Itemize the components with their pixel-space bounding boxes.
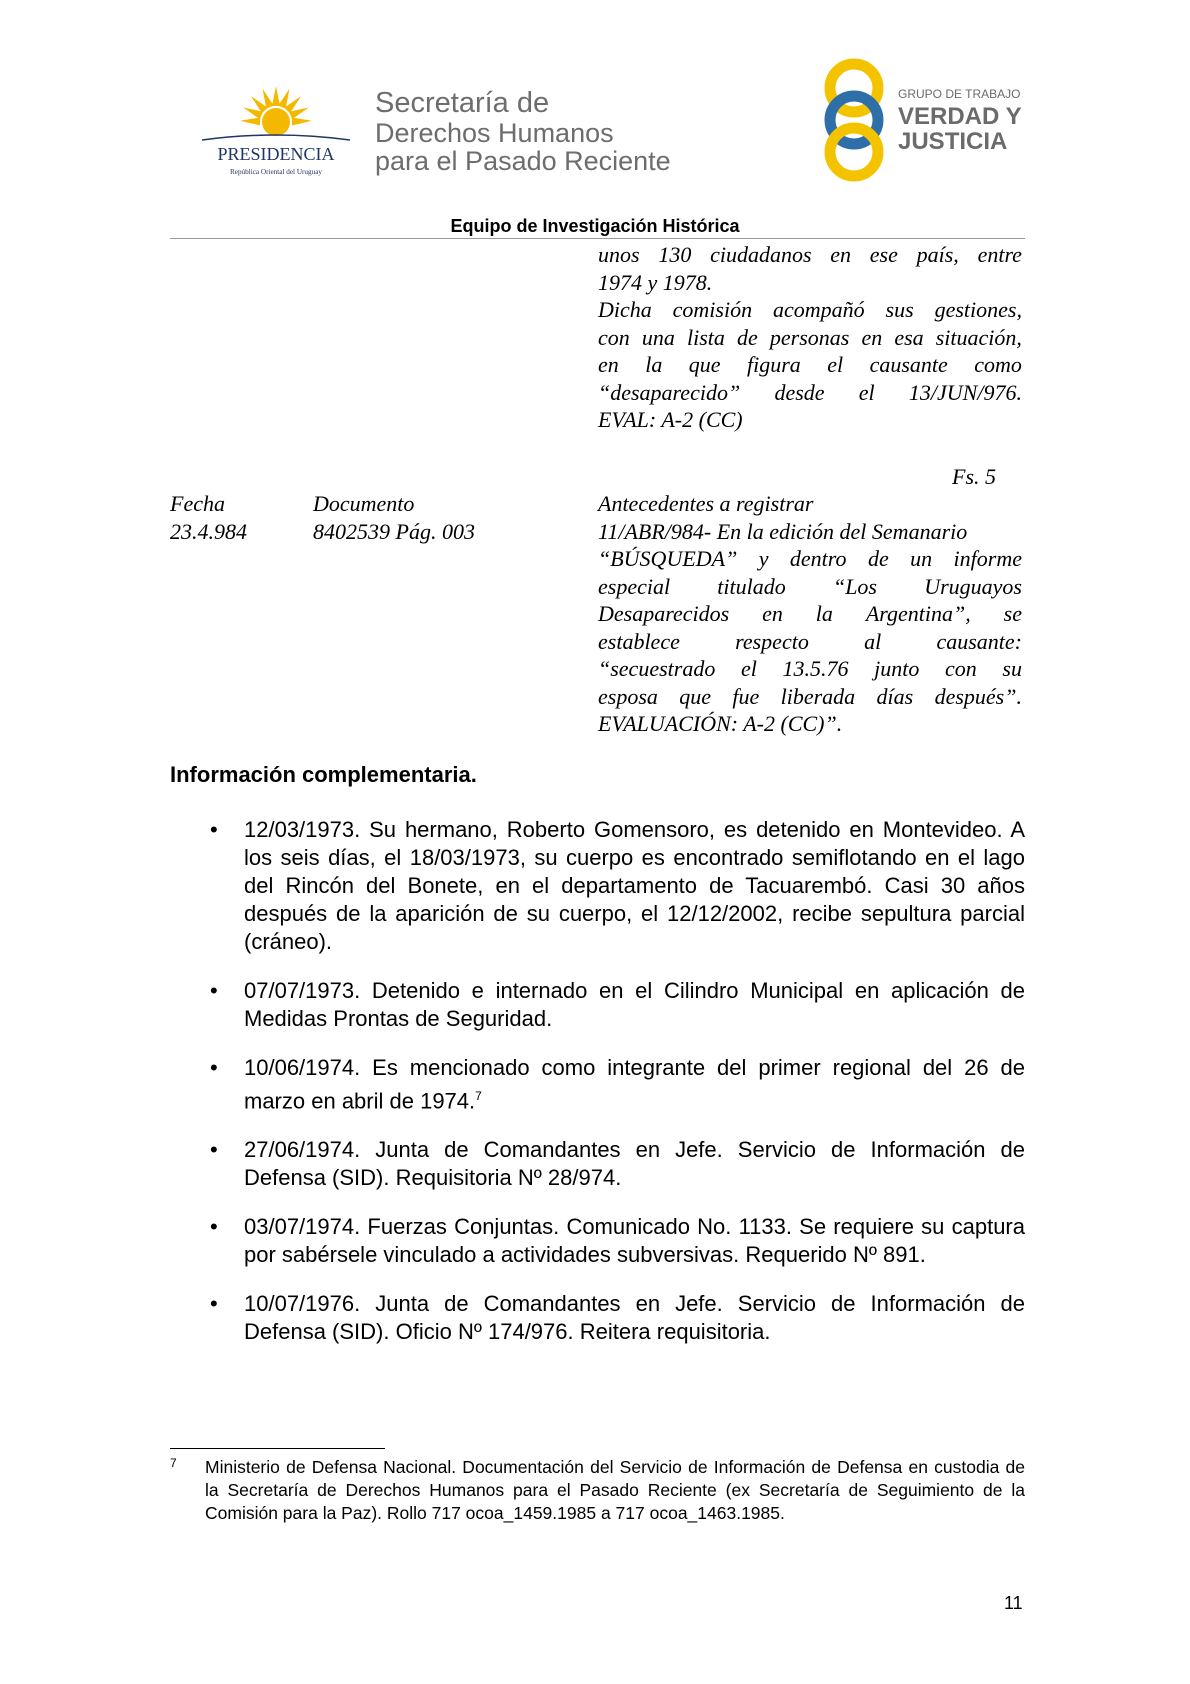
word: ese	[869, 242, 898, 267]
record-line	[598, 296, 1022, 324]
secretaria-line-3: para el Pasado Reciente	[375, 146, 671, 176]
record-line	[598, 379, 1022, 407]
documento-value: 8402539 Pág. 003	[313, 519, 475, 544]
word: “desaparecido”	[598, 379, 741, 405]
list-item: • 12/03/1973. Su hermano, Roberto Gomensoro, es detenido en Montevideo. A los seis días, el 18/03/1973, su cuerpo es encontrado semiflotando en el lago del Rincón del Bonete, en el departamento de Tacuarembó. Casi 30 años después de la aparición de su cuerpo, el 12/12/2002, recibe sepultura parcial (cráneo).	[210, 817, 1025, 954]
word: Desaparecidos	[598, 601, 730, 626]
word: la	[645, 352, 663, 377]
word: “BÚSQUEDA”	[598, 546, 738, 571]
word: causante	[869, 352, 948, 377]
word: titulado	[717, 573, 786, 599]
antecedentes-line	[598, 573, 1022, 601]
list-item: • 03/07/1974. Fuerzas Conjuntas. Comunicado No. 1133. Se requiere su captura por sabérsele vinculado a actividades subversivas. Requerido Nº 891.	[210, 1214, 1025, 1268]
sun-emblem-icon	[196, 80, 356, 180]
word: acompañó	[773, 297, 865, 322]
word: esposa	[598, 683, 658, 709]
bullet-icon: •	[210, 817, 218, 842]
presidencia-word: PRESIDENCIA	[217, 144, 335, 164]
word: sus	[885, 297, 914, 322]
word: respecto	[735, 628, 809, 654]
vj-line-3: JUSTICIA	[898, 128, 1008, 155]
word: causante:	[936, 628, 1022, 654]
antecedentes-block	[598, 490, 1022, 738]
header-rule	[170, 238, 1025, 239]
word: días	[876, 683, 914, 709]
word: un	[910, 546, 933, 571]
bullet-icon: •	[210, 1055, 218, 1080]
word: de	[867, 546, 889, 571]
record-line	[598, 241, 1022, 269]
word: ciudadanos	[710, 242, 812, 267]
word: establece	[598, 628, 680, 654]
record-line: 1974 y 1978.	[598, 269, 713, 295]
word: especial	[598, 573, 671, 599]
word: “Los	[832, 573, 877, 599]
footnote-ref[interactable]: 7	[475, 1089, 482, 1103]
word: se	[1003, 601, 1022, 626]
word: en	[598, 352, 619, 377]
word: con	[945, 656, 977, 681]
antecedentes-line: 11/ABR/984- En la edición del Semanario	[598, 518, 968, 544]
word: gestiones,	[934, 297, 1022, 322]
word: 13/JUN/976.	[908, 379, 1022, 405]
word: comisión	[672, 297, 753, 322]
documento-label: Documento	[313, 491, 415, 516]
record-line	[598, 324, 1022, 352]
antecedentes-label: Antecedentes a registrar	[598, 491, 814, 516]
word: la	[815, 601, 833, 626]
bullet-icon: •	[210, 1291, 218, 1317]
antecedentes-line	[598, 628, 1022, 656]
verdad-justicia-logo	[820, 56, 1060, 184]
word: 13.5.76	[782, 656, 849, 681]
list-item: • 10/07/1976. Junta de Comandantes en Jefe. Servicio de Información de Defensa (SID). Oficio Nº 174/976. Reitera requisitoria.	[210, 1291, 1025, 1345]
word: personas	[769, 324, 850, 350]
antecedentes-line	[598, 655, 1022, 683]
word: el	[827, 352, 844, 377]
word: junto	[874, 656, 920, 681]
word: después”.	[934, 683, 1022, 709]
record-line: EVAL: A-2 (CC)	[598, 407, 743, 432]
word: al	[864, 628, 882, 654]
secretaria-wordmark	[375, 88, 671, 175]
word: el	[740, 656, 757, 681]
word: unos	[598, 242, 640, 267]
word: “secuestrado	[598, 656, 716, 681]
bullet-icon: •	[210, 978, 218, 1003]
word: en	[830, 242, 852, 267]
vj-line-1: GRUPO DE TRABAJO	[898, 87, 1021, 101]
word: en	[861, 324, 883, 350]
word: Argentina”,	[865, 601, 971, 626]
word: de	[737, 324, 758, 350]
antecedentes-line	[598, 600, 1022, 628]
footnote-text: Ministerio de Defensa Nacional. Documentación del Servicio de Información de Defensa en custodia de la Secretaría de Derechos Humanos para el Pasado Reciente (ex Secretaría de Seguimiento de la Comisión para la Paz). Rollo 717 ocoa_1459.1985 a 717 ocoa_1463.1985.	[205, 1457, 1025, 1523]
fecha-label: Fecha	[170, 491, 225, 516]
list-item: • 10/06/1974. Es mencionado como integrante del primer regional del 26 de marzo en abril de 1974.$^7$	[210, 1055, 1025, 1114]
fecha-value: 23.4.984	[170, 519, 247, 544]
word: lista	[686, 324, 725, 350]
word: con	[598, 324, 630, 350]
word: situación,	[935, 324, 1022, 350]
word: que	[679, 683, 712, 709]
list-item: • 07/07/1973. Detenido e internado en el Cilindro Municipal en aplicación de Medidas Prontas de Seguridad.	[210, 978, 1025, 1031]
word: liberada	[780, 683, 856, 709]
word: figura	[747, 352, 801, 377]
word: en	[762, 601, 783, 626]
word: Uruguayos	[924, 573, 1022, 599]
word: esa	[894, 324, 924, 350]
word: una	[641, 324, 675, 350]
interlocked-rings-icon	[820, 56, 1060, 184]
word: 130	[658, 242, 692, 267]
word: informe	[953, 546, 1022, 571]
word: su	[1002, 656, 1022, 681]
secretaria-line-2: Derechos Humanos	[375, 118, 614, 148]
record-continued-text	[598, 241, 1022, 434]
page-number: 11	[1004, 1593, 1023, 1613]
bullet-icon: •	[210, 1137, 218, 1163]
list-item: • 27/06/1974. Junta de Comandantes en Jefe. Servicio de Información de Defensa (SID). Requisitoria Nº 28/974.	[210, 1137, 1025, 1191]
presidencia-logo	[196, 80, 356, 180]
word: que	[688, 352, 721, 377]
word: entre	[977, 242, 1022, 267]
word: y	[758, 546, 769, 571]
word: desde	[774, 379, 825, 405]
word: Dicha	[598, 297, 652, 322]
presidencia-subtitle: República Oriental del Uruguay	[229, 168, 323, 176]
word: dentro	[789, 546, 847, 571]
word: como	[974, 352, 1022, 377]
footnote-number: 7	[170, 1456, 177, 1470]
vj-line-2: VERDAD Y	[898, 103, 1022, 130]
antecedentes-line	[598, 545, 1022, 573]
bullet-icon: •	[210, 1214, 218, 1240]
section-heading: Información complementaria.	[170, 762, 477, 787]
word: fue	[732, 683, 760, 709]
record-line	[598, 351, 1022, 379]
info-bullet-list	[170, 816, 1025, 1367]
word: país,	[916, 242, 959, 267]
antecedentes-line: EVALUACIÓN: A-2 (CC)”.	[598, 711, 843, 736]
antecedentes-line	[598, 683, 1022, 711]
folio-label: Fs. 5	[952, 464, 996, 489]
secretaria-line-1: Secretaría de	[375, 87, 550, 119]
footnote-rule	[170, 1448, 385, 1449]
word: el	[858, 379, 875, 405]
team-heading: Equipo de Investigación Histórica	[450, 216, 740, 236]
